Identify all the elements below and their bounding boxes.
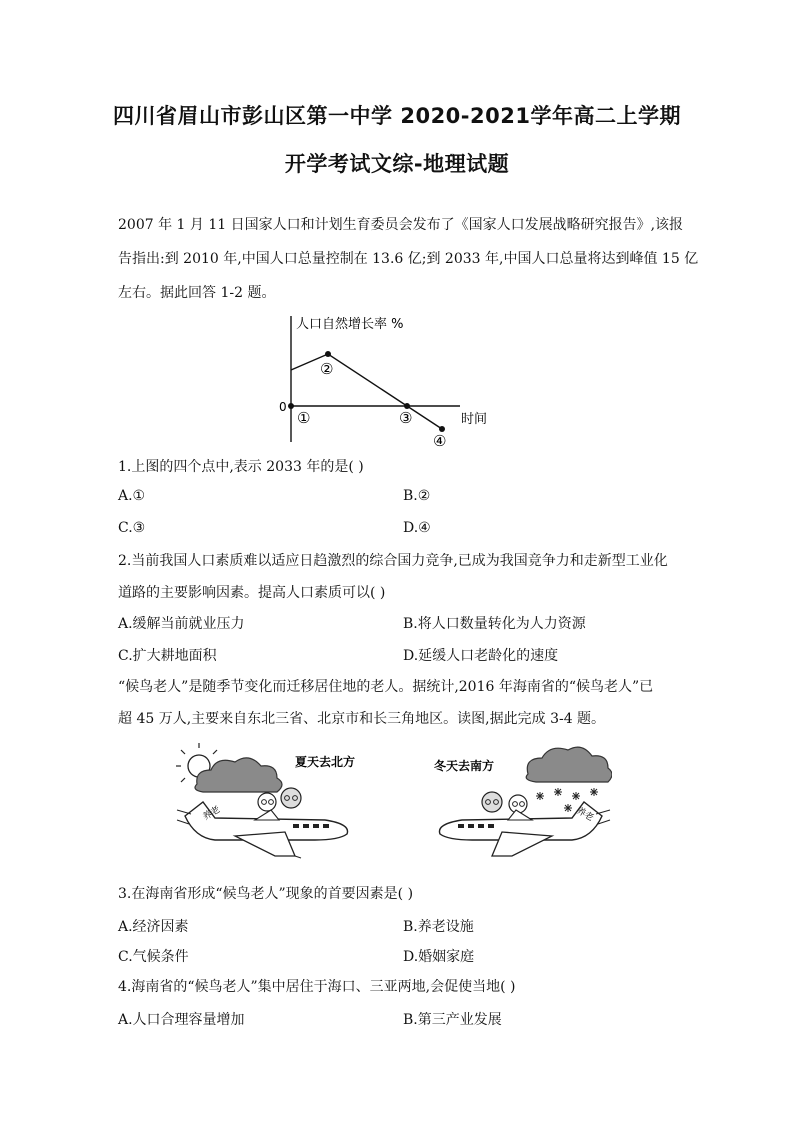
q3-option-b: B.养老设施 xyxy=(403,919,474,935)
left-caption: 夏天去北方 xyxy=(295,755,356,769)
q4-option-a: A.人口合理容量增加 xyxy=(118,1012,245,1028)
intro2-line1: “候鸟老人”是随季节变化而迁移居住地的老人。据统计,2016 年海南省的“候鸟老人”已 xyxy=(118,679,654,695)
cartoon-summer-north xyxy=(175,740,365,860)
airplane-left xyxy=(177,802,348,858)
growth-rate-line xyxy=(291,354,442,429)
intro1-line3: 左右。据此回答 1-2 题。 xyxy=(118,285,276,301)
q2-stem-line2: 道路的主要影响因素。提高人口素质可以( ) xyxy=(118,585,386,601)
q2-option-b: B.将人口数量转化为人力资源 xyxy=(403,616,586,632)
point-1 xyxy=(288,403,294,409)
q4-option-b: B.第三产业发展 xyxy=(403,1012,502,1028)
right-caption: 冬天去南方 xyxy=(434,759,495,773)
q1-option-d: D.④ xyxy=(403,520,431,536)
q3-option-c: C.气候条件 xyxy=(118,949,189,965)
elderly-couple-right xyxy=(482,792,527,813)
origin-label: 0 xyxy=(279,400,287,414)
paper-title-line2: 开学考试文综-地理试题 xyxy=(284,152,510,176)
q3-stem: 3.在海南省形成“候鸟老人”现象的首要因素是( ) xyxy=(118,886,414,902)
intro1-line1: 2007 年 1 月 11 日国家人口和计划生育委员会发布了《国家人口发展战略研究报告》,该报 xyxy=(118,217,684,233)
plane-text-right: 养老 xyxy=(574,805,596,824)
q3-option-d: D.婚姻家庭 xyxy=(403,949,475,965)
q1-stem: 1.上图的四个点中,表示 2033 年的是( ) xyxy=(118,459,364,475)
q1-option-a: A.① xyxy=(118,488,146,504)
population-growth-chart xyxy=(270,308,510,450)
x-axis-label: 时间 xyxy=(461,412,488,427)
point-3-label: ③ xyxy=(399,409,413,427)
intro1-line2: 告指出:到 2010 年,中国人口总量控制在 13.6 亿;到 2033 年,中国人口总量将达到峰值 15 亿 xyxy=(118,251,699,267)
cartoon-winter-south xyxy=(432,740,612,860)
intro2-line2: 超 45 万人,主要来自东北三省、北京市和长三角地区。读图,据此完成 3-4 题。 xyxy=(118,711,606,727)
q2-option-c: C.扩大耕地面积 xyxy=(118,648,217,664)
point-1-label: ① xyxy=(297,409,311,427)
q1-option-c: C.③ xyxy=(118,520,146,536)
point-2-label: ② xyxy=(320,360,334,378)
point-2 xyxy=(325,351,331,357)
q3-option-a: A.经济因素 xyxy=(118,919,189,935)
q1-option-b: B.② xyxy=(403,488,431,504)
snow-cloud-icon xyxy=(526,747,612,782)
q4-stem: 4.海南省的“候鸟老人”集中居住于海口、三亚两地,会促使当地( ) xyxy=(118,979,516,995)
q2-option-d: D.延缓人口老龄化的速度 xyxy=(403,648,559,664)
q2-stem-line1: 2.当前我国人口素质难以适应日趋激烈的综合国力竞争,已成为我国竞争力和走新型工业化 xyxy=(118,553,668,569)
y-axis-label: 人口自然增长率 % xyxy=(296,317,404,332)
paper-title-line1: 四川省眉山市彭山区第一中学 2020-2021学年高二上学期 xyxy=(113,104,681,128)
point-4-label: ④ xyxy=(433,432,447,450)
q2-option-a: A.缓解当前就业压力 xyxy=(118,616,245,632)
plane-text-left: 养老 xyxy=(201,804,223,823)
